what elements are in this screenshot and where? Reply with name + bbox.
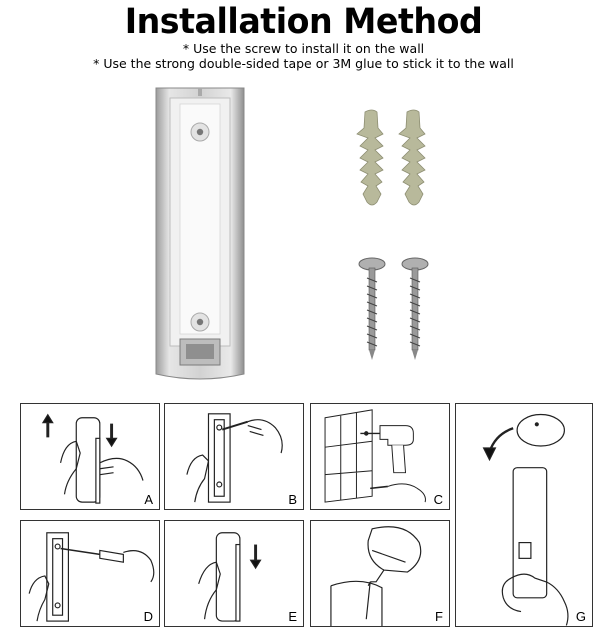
tape-install-note: * Use the strong double-sided tape or 3M glue to stick it to the wall bbox=[93, 56, 514, 71]
step-c-label: C bbox=[433, 492, 443, 507]
step-e-panel bbox=[164, 520, 304, 627]
screw-install-note: * Use the screw to install it on the wall bbox=[182, 41, 425, 56]
wall-bracket-image bbox=[150, 84, 250, 384]
bottle-icon bbox=[368, 527, 421, 572]
page-title: Installation Method bbox=[124, 2, 483, 42]
step-e-label: E bbox=[288, 609, 297, 624]
step-b-panel bbox=[164, 403, 304, 510]
anchors-and-screws-image bbox=[345, 108, 445, 363]
lid-icon bbox=[517, 414, 564, 446]
step-d-label: D bbox=[143, 609, 153, 624]
step-f-label: F bbox=[435, 609, 443, 624]
step-d-panel bbox=[20, 520, 160, 627]
step-c-panel bbox=[310, 403, 450, 510]
step-g-label: G bbox=[575, 609, 586, 624]
step-b-label: B bbox=[288, 492, 297, 507]
step-f-panel bbox=[310, 520, 450, 627]
step-a-label: A bbox=[144, 492, 153, 507]
step-g-panel bbox=[455, 403, 593, 627]
wall-anchor-icon bbox=[357, 110, 425, 205]
step-a-panel bbox=[20, 403, 160, 510]
